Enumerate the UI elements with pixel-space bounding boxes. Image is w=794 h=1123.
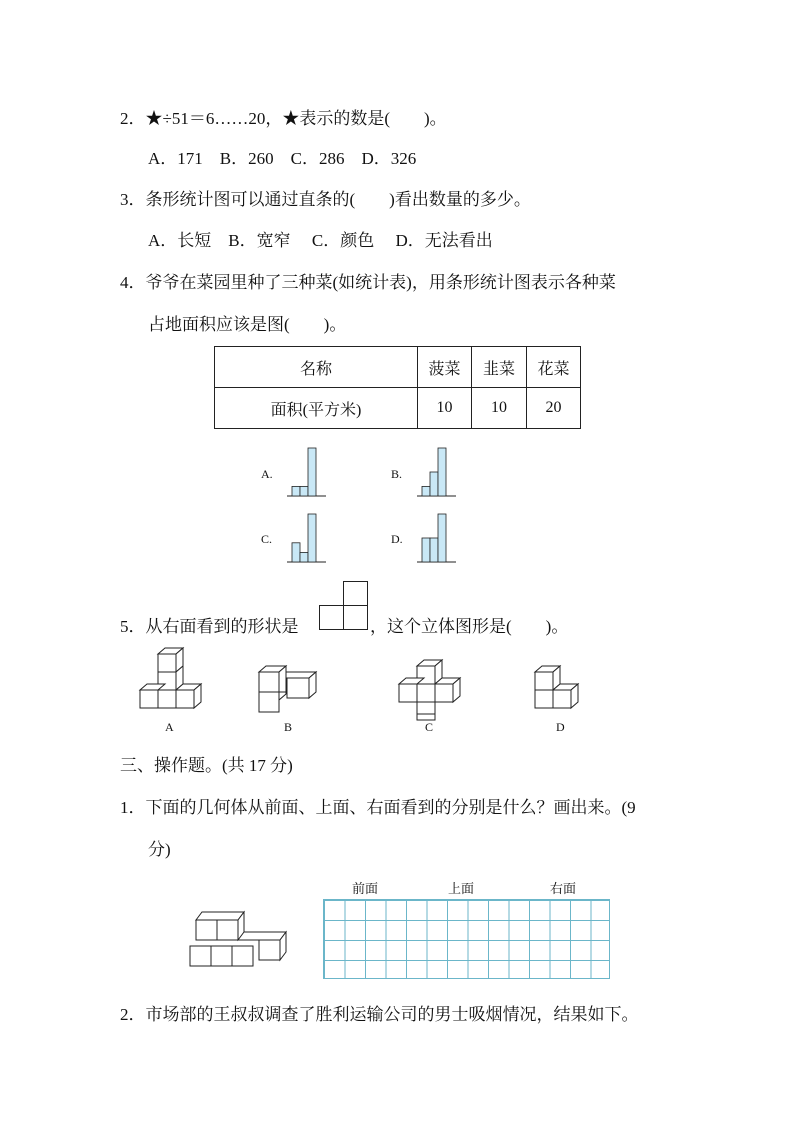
figure-label-d: D <box>556 720 565 734</box>
chart-bar <box>300 486 308 496</box>
chart-bar <box>430 538 438 562</box>
drawing-grid[interactable] <box>323 899 610 979</box>
grid-label-top: 上面 <box>448 881 475 896</box>
figure-label-b: B <box>284 720 293 734</box>
q5-stem-a: 5．从右面看到的形状是 <box>120 617 299 636</box>
choice-b-label: B. <box>391 467 403 481</box>
chart-bar <box>430 472 438 496</box>
choice-d-label: D. <box>391 532 403 546</box>
chart-bar <box>300 552 308 562</box>
grid-label-front: 前面 <box>352 881 379 896</box>
s3-q1-line1: 1．下面的几何体从前面、上面、右面看到的分别是什么？画出来。(9 <box>120 798 636 817</box>
chart-bar <box>422 538 430 562</box>
table-cell: 10 <box>418 388 472 429</box>
right-view-shape <box>319 581 369 631</box>
q2-stem: 2．★÷51＝6……20，★表示的数是( )。 <box>120 109 447 128</box>
table-cell: 花菜 <box>527 347 581 388</box>
q4-stem-line2: 占地面积应该是图( )。 <box>148 315 347 334</box>
q2-options: A．171 B．260 C．286 D．326 <box>148 149 417 168</box>
cube-figure-a <box>136 646 206 716</box>
chart-bar <box>438 514 446 562</box>
table-cell: 名称 <box>215 347 418 388</box>
table-cell: 菠菜 <box>418 347 472 388</box>
chart-bar <box>438 448 446 496</box>
chart-bar <box>308 448 316 496</box>
q5-stem-b: ，这个立体图形是( )。 <box>370 617 569 636</box>
figure-label-c: C <box>425 720 434 734</box>
chart-bar <box>422 486 430 496</box>
section-title: 三、操作题。(共 17 分) <box>120 756 293 775</box>
q3-stem: 3．条形统计图可以通过直条的( )看出数量的多少。 <box>120 190 531 209</box>
choice-c-label: C. <box>261 532 273 546</box>
choice-a-label: A. <box>261 467 273 481</box>
q3-options: A．长短 B．宽窄 C．颜色 D．无法看出 <box>148 231 493 250</box>
q4-stem-line1: 4．爷爷在菜园里种了三种菜(如统计表)，用条形统计图表示各种菜 <box>120 273 616 292</box>
table-cell: 10 <box>472 388 527 429</box>
geometry-solid <box>188 908 288 968</box>
table-cell: 面积(平方米) <box>215 388 418 429</box>
chart-bar <box>292 543 300 562</box>
chart-bar <box>292 486 300 496</box>
s3-q1-line2: 分) <box>148 840 171 859</box>
s3-q2: 2．市场部的王叔叔调查了胜利运输公司的男士吸烟情况，结果如下。 <box>120 1005 639 1024</box>
table-cell: 韭菜 <box>472 347 527 388</box>
cube-figure-c <box>395 658 470 718</box>
figure-label-a: A <box>165 720 174 734</box>
table-cell: 20 <box>527 388 581 429</box>
cube-figure-d <box>533 664 593 719</box>
grid-label-right: 右面 <box>550 881 577 896</box>
cube-figure-b <box>257 662 327 717</box>
chart-bar <box>308 514 316 562</box>
